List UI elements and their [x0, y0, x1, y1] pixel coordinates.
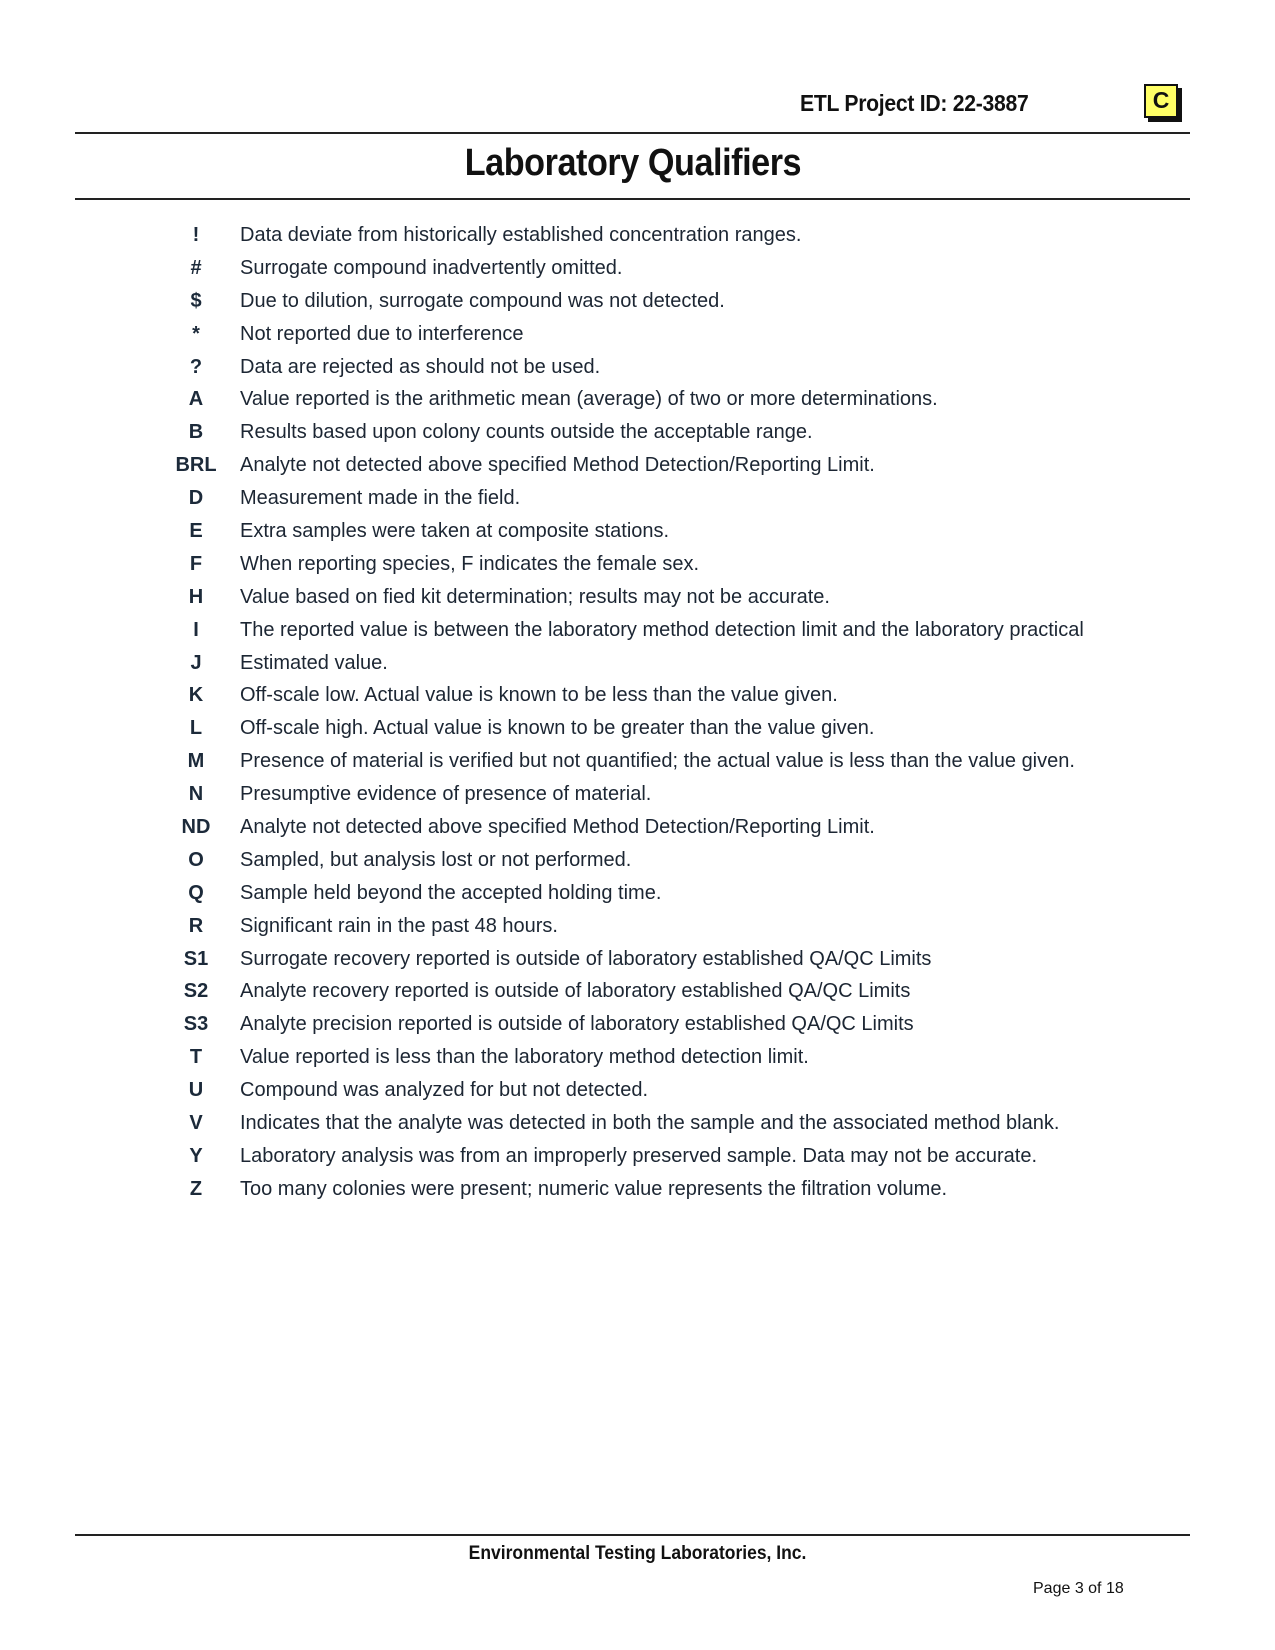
qualifier-code: D [188, 487, 204, 510]
qualifier-row [168, 948, 1168, 981]
section-badge: C [1144, 84, 1178, 118]
qualifier-row [168, 1079, 1168, 1112]
qualifier-code: I [193, 618, 199, 641]
qualifier-code: U [188, 1079, 204, 1102]
qualifier-code: T [189, 1046, 203, 1069]
qualifier-row [168, 1046, 1168, 1079]
qualifier-code: H [188, 585, 204, 608]
qualifier-description: Indicates that the analyte was detected in both the sample and the associated method blank. [240, 1112, 1060, 1135]
qualifier-row [168, 290, 1168, 323]
qualifier-row [168, 980, 1168, 1013]
qualifier-code: M [187, 750, 205, 773]
qualifier-description: Too many colonies were present; numeric value represents the filtration volume. [240, 1177, 948, 1200]
qualifier-code: O [188, 848, 204, 871]
qualifier-code: B [188, 421, 204, 444]
qualifier-description: Value reported is less than the laboratory method detection limit. [240, 1046, 809, 1069]
qualifier-row [168, 915, 1168, 948]
qualifier-row [168, 586, 1168, 619]
qualifier-row [168, 684, 1168, 717]
qualifier-description: Analyte not detected above specified Method Detection/Reporting Limit. [240, 816, 875, 839]
page-title: Laboratory Qualifiers [464, 142, 801, 184]
qualifier-code: S1 [183, 947, 209, 970]
qualifier-code: A [188, 388, 204, 411]
qualifier-code: E [189, 520, 203, 543]
title-bar [75, 134, 1190, 200]
qualifier-row [168, 717, 1168, 750]
qualifier-code: $ [190, 289, 202, 312]
qualifier-code: L [189, 717, 203, 740]
qualifier-row [168, 849, 1168, 882]
qualifier-row [168, 224, 1168, 257]
qualifier-row [168, 388, 1168, 421]
qualifier-description: Sampled, but analysis lost or not performed. [240, 848, 632, 871]
qualifier-code: * [192, 322, 200, 345]
qualifier-description: Off-scale low. Actual value is known to be less than the value given. [240, 684, 838, 707]
qualifier-description: Results based upon colony counts outside the acceptable range. [240, 421, 813, 444]
page-number: Page 3 of 18 [1033, 1580, 1124, 1597]
qualifier-description: Presence of material is verified but not quantified; the actual value is less than the value given. [240, 750, 1075, 773]
qualifier-code: # [190, 256, 202, 279]
qualifier-row [168, 882, 1168, 915]
qualifier-description: The reported value is between the laboratory method detection limit and the laboratory practical [240, 618, 1084, 641]
qualifier-row [168, 257, 1168, 290]
qualifier-description: Surrogate recovery reported is outside of laboratory established QA/QC Limits [240, 947, 932, 970]
qualifier-description: Data deviate from historically established concentration ranges. [240, 224, 802, 246]
qualifier-code: K [188, 684, 204, 707]
qualifier-description: Analyte not detected above specified Method Detection/Reporting Limit. [240, 454, 875, 477]
qualifier-description: Measurement made in the field. [240, 487, 521, 510]
qualifier-code: Z [189, 1177, 203, 1200]
qualifier-description: Surrogate compound inadvertently omitted. [240, 256, 623, 279]
qualifier-row [168, 619, 1168, 652]
qualifier-row [168, 1112, 1168, 1145]
qualifier-list [168, 224, 1168, 1211]
qualifier-code: Y [189, 1144, 203, 1167]
qualifier-code: S3 [183, 1013, 209, 1036]
qualifier-description: Analyte recovery reported is outside of laboratory established QA/QC Limits [240, 980, 911, 1003]
qualifier-code: S2 [183, 980, 209, 1003]
qualifier-row [168, 553, 1168, 586]
company-name-text: Environmental Testing Laboratories, Inc. [468, 1543, 807, 1564]
qualifier-row [168, 323, 1168, 356]
qualifier-row [168, 652, 1168, 685]
qualifier-code: F [189, 552, 203, 575]
project-id: ETL Project ID: 22-3887 [800, 90, 1029, 116]
qualifier-code: V [189, 1112, 203, 1135]
qualifier-description: Laboratory analysis was from an improperly preserved sample. Data may not be accurate. [240, 1144, 1038, 1167]
qualifier-description: Data are rejected as should not be used. [240, 355, 601, 378]
qualifier-description: When reporting species, F indicates the female sex. [240, 552, 700, 575]
qualifier-row [168, 520, 1168, 553]
qualifier-description: Sample held beyond the accepted holding time. [240, 881, 662, 904]
qualifier-description: Value reported is the arithmetic mean (average) of two or more determinations. [240, 388, 938, 411]
qualifier-row [168, 1178, 1168, 1211]
qualifier-description: Estimated value. [240, 651, 388, 674]
qualifier-row [168, 421, 1168, 454]
qualifier-description: Extra samples were taken at composite stations. [240, 520, 670, 543]
footer-divider [75, 1534, 1190, 1536]
qualifier-row [168, 1013, 1168, 1046]
qualifier-code: ND [181, 816, 211, 839]
qualifier-row [168, 750, 1168, 783]
qualifier-code: ? [189, 355, 203, 378]
qualifier-row [168, 816, 1168, 849]
qualifier-code: Q [188, 881, 204, 904]
page-header [75, 78, 1190, 134]
qualifier-code: N [188, 783, 204, 806]
qualifier-code: BRL [175, 454, 217, 477]
qualifier-description: Presumptive evidence of presence of material. [240, 783, 652, 806]
company-name [0, 1543, 1275, 1565]
qualifier-row [168, 487, 1168, 520]
qualifier-row [168, 454, 1168, 487]
qualifier-code: J [190, 651, 202, 674]
qualifier-row [168, 356, 1168, 389]
qualifier-description: Not reported due to interference [240, 322, 524, 345]
qualifier-description: Value based on fied kit determination; results may not be accurate. [240, 585, 830, 608]
qualifier-code: R [188, 914, 204, 937]
qualifier-description: Due to dilution, surrogate compound was not detected. [240, 289, 725, 312]
qualifier-row [168, 1145, 1168, 1178]
qualifier-description: Analyte precision reported is outside of laboratory established QA/QC Limits [240, 1013, 914, 1036]
qualifier-description: Off-scale high. Actual value is known to be greater than the value given. [240, 717, 875, 740]
qualifier-description: Compound was analyzed for but not detected. [240, 1079, 649, 1102]
qualifier-code: ! [192, 224, 200, 246]
qualifier-description: Significant rain in the past 48 hours. [240, 914, 558, 937]
qualifier-row [168, 783, 1168, 816]
